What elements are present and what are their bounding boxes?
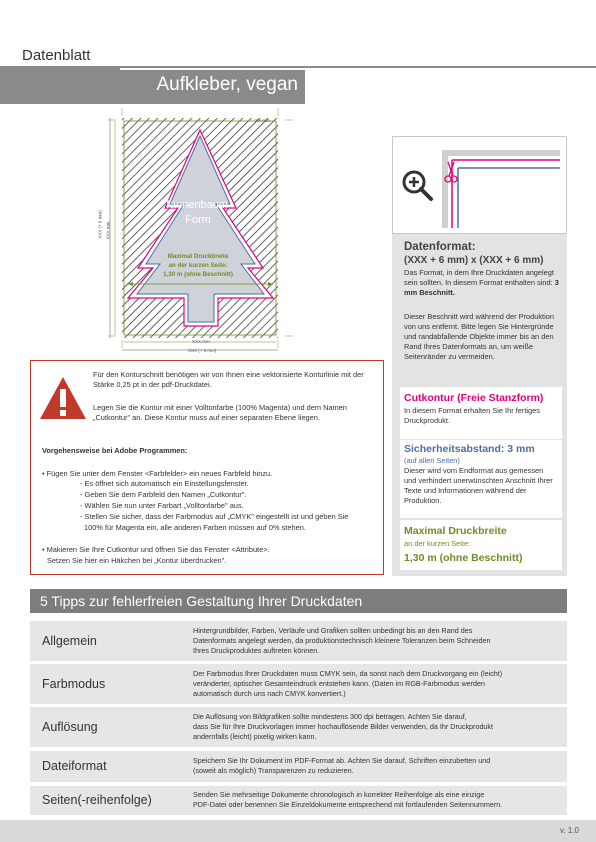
safe-text: Dieser wird vom Endformat aus gemessen und verhindert unerwünschten Anschnitt Ihrer Texte und Informationen während der Produktion. — [404, 466, 553, 505]
tip-label: Dateiformat — [42, 759, 107, 773]
warning-heading: Vorgehensweise bei Adobe Programmen: — [42, 446, 188, 455]
doc-type-label: Datenblatt — [22, 47, 91, 64]
warning-b2a: • Makieren Sie Ihre Cutkontur und öffnen Sie das Fenster <Attribute>. — [42, 545, 270, 554]
warning-s4b: 100% für Magenta ein, alle anderen Farben müssen auf 0% stehen. — [84, 523, 306, 532]
warning-b2b: Setzen Sie hier ein Häkchen bei „Kontur überdrucken". — [47, 556, 227, 565]
tips-title: 5 Tipps zur fehlerfreien Gestaltung Ihrer Druckdaten — [40, 593, 363, 609]
tip-text: Die Auflösung von Bildgrafiken sollte mindestens 300 dpi betragen. Achten Sie darauf, dass Sie für Ihre Druckvorlagen immer hochauflösende Bilder verwenden, da Ihr Druckprodukt andernfalls (leicht) pixelig wirken kann. — [193, 712, 494, 741]
warning-s2: - Geben Sie dem Farbfeld den Namen „Cutkontur". — [80, 490, 247, 499]
scissors-icon — [444, 160, 458, 184]
warning-s1: - Es öffnet sich automatisch ein Einstellungsfenster. — [80, 479, 249, 488]
tip-text: Speichern Sie Ihr Dokument im PDF-Format ab. Achten Sie darauf, Schriften einzubetten und (soweit als möglich) Transparenzen zu reduzieren. — [193, 756, 491, 775]
tip-label: Seiten(-reihenfolge) — [42, 793, 152, 807]
format-text-2: Dieser Beschnitt wird während der Produktion von uns entfernt. Bitte legen Sie Hintergründe und randabfallende Objekte immer bis an den Rand Ihres Datenformats an, um weiße Seitenränder zu vermeiden. — [404, 312, 554, 361]
max-title: Maximal Druckbreite — [404, 525, 507, 537]
max-value: 1,30 m (ohne Beschnitt) — [404, 552, 523, 564]
format-diagram — [108, 108, 293, 358]
warning-p1: Für den Konturschnitt benötigen wir von Ihnen eine vektorisierte Konturlinie mit der Stärke 0,25 pt in der pdf-Druckdatei. — [93, 370, 364, 389]
dim-bottom-outer: XXX (+ 6 mm) — [188, 348, 217, 353]
corner-detail — [440, 148, 560, 228]
dim-left-inner: XXX mm — [105, 221, 111, 240]
dim-top: XX mm — [255, 118, 270, 123]
product-title: Aufkleber, vegan — [156, 74, 298, 95]
footer-bar — [0, 820, 596, 842]
warning-b1: • Fügen Sie unter dem Fenster <Farbfelder> ein neues Farbfeld hinzu. — [42, 469, 273, 478]
dim-left-outer: XXX (+ 6 mm) — [97, 210, 103, 239]
zoom-in-icon — [400, 168, 434, 202]
version-label: v. 1.0 — [560, 826, 579, 835]
tip-label: Allgemein — [42, 634, 97, 648]
tip-label: Auflösung — [42, 720, 98, 734]
header-rule — [120, 66, 596, 68]
dim-bottom-inner: XXX mm — [192, 339, 210, 344]
warning-icon — [38, 375, 88, 421]
max-width-label: Maximal Druckbreite an der kurzen Seite: 1,30 m (ohne Beschnitt) — [163, 253, 233, 278]
tip-text: Der Farbmodus Ihrer Druckdaten muss CMYK sein, da sonst nach dem Druckvorgang ein (leicht) veränderter, optischer Gesamteindruck entstehen kann. (Daten im RGB-Farbmodus werden automatisch durch uns nach CMYK konvertiert.) — [193, 669, 503, 698]
tip-label: Farbmodus — [42, 677, 106, 691]
warning-s4a: - Stellen Sie sicher, dass der Farbmodus auf „CMYK" eingestellt ist und geben Sie — [80, 512, 349, 521]
tip-text: Senden Sie mehrseitige Dokumente chronologisch in korrekter Reihenfolge als eine einzige PDF-Datei oder benennen Sie Einzeldokumente entsprechend mit fortlaufenden Seitennummern. — [193, 790, 503, 809]
tip-text: Hintergrundbilder, Farben, Verläufe und Grafiken sollten unbedingt bis an den Rand des Datenformats angelegt werden, da produktionstechnisch kleinere Toleranzen beim Schneiden Ihres Druckproduktes auftreten können. — [193, 626, 491, 655]
format-title: Datenformat: — [404, 241, 476, 253]
shape-label: Tannenbaum-Form — [164, 199, 232, 226]
cut-title: Cutkontur (Freie Stanzform) — [404, 392, 544, 404]
max-sub: an der kurzen Seite: — [404, 539, 471, 548]
format-formula: (XXX + 6 mm) x (XXX + 6 mm) — [404, 255, 544, 266]
format-text: Das Format, in dem Ihre Druckdaten angelegt sein sollten. In diesem Format enthalten sind: 3 mm Beschnitt. — [404, 268, 559, 297]
safe-sub: (auf allen Seiten) — [404, 456, 460, 465]
cut-text: In diesem Format erhalten Sie Ihr fertiges Druckprodukt. — [404, 406, 540, 425]
warning-s3: - Wählen Sie nun unter Farbart „Volltonfarbe" aus. — [80, 501, 244, 510]
warning-p2: Legen Sie die Kontur mit einer Volltonfarbe (100% Magenta) und dem Namen „Cutkontur" an. Diese Kontur muss auf einer separaten Ebene liegen. — [93, 403, 347, 422]
safe-title: Sicherheitsabstand: 3 mm — [404, 443, 535, 455]
